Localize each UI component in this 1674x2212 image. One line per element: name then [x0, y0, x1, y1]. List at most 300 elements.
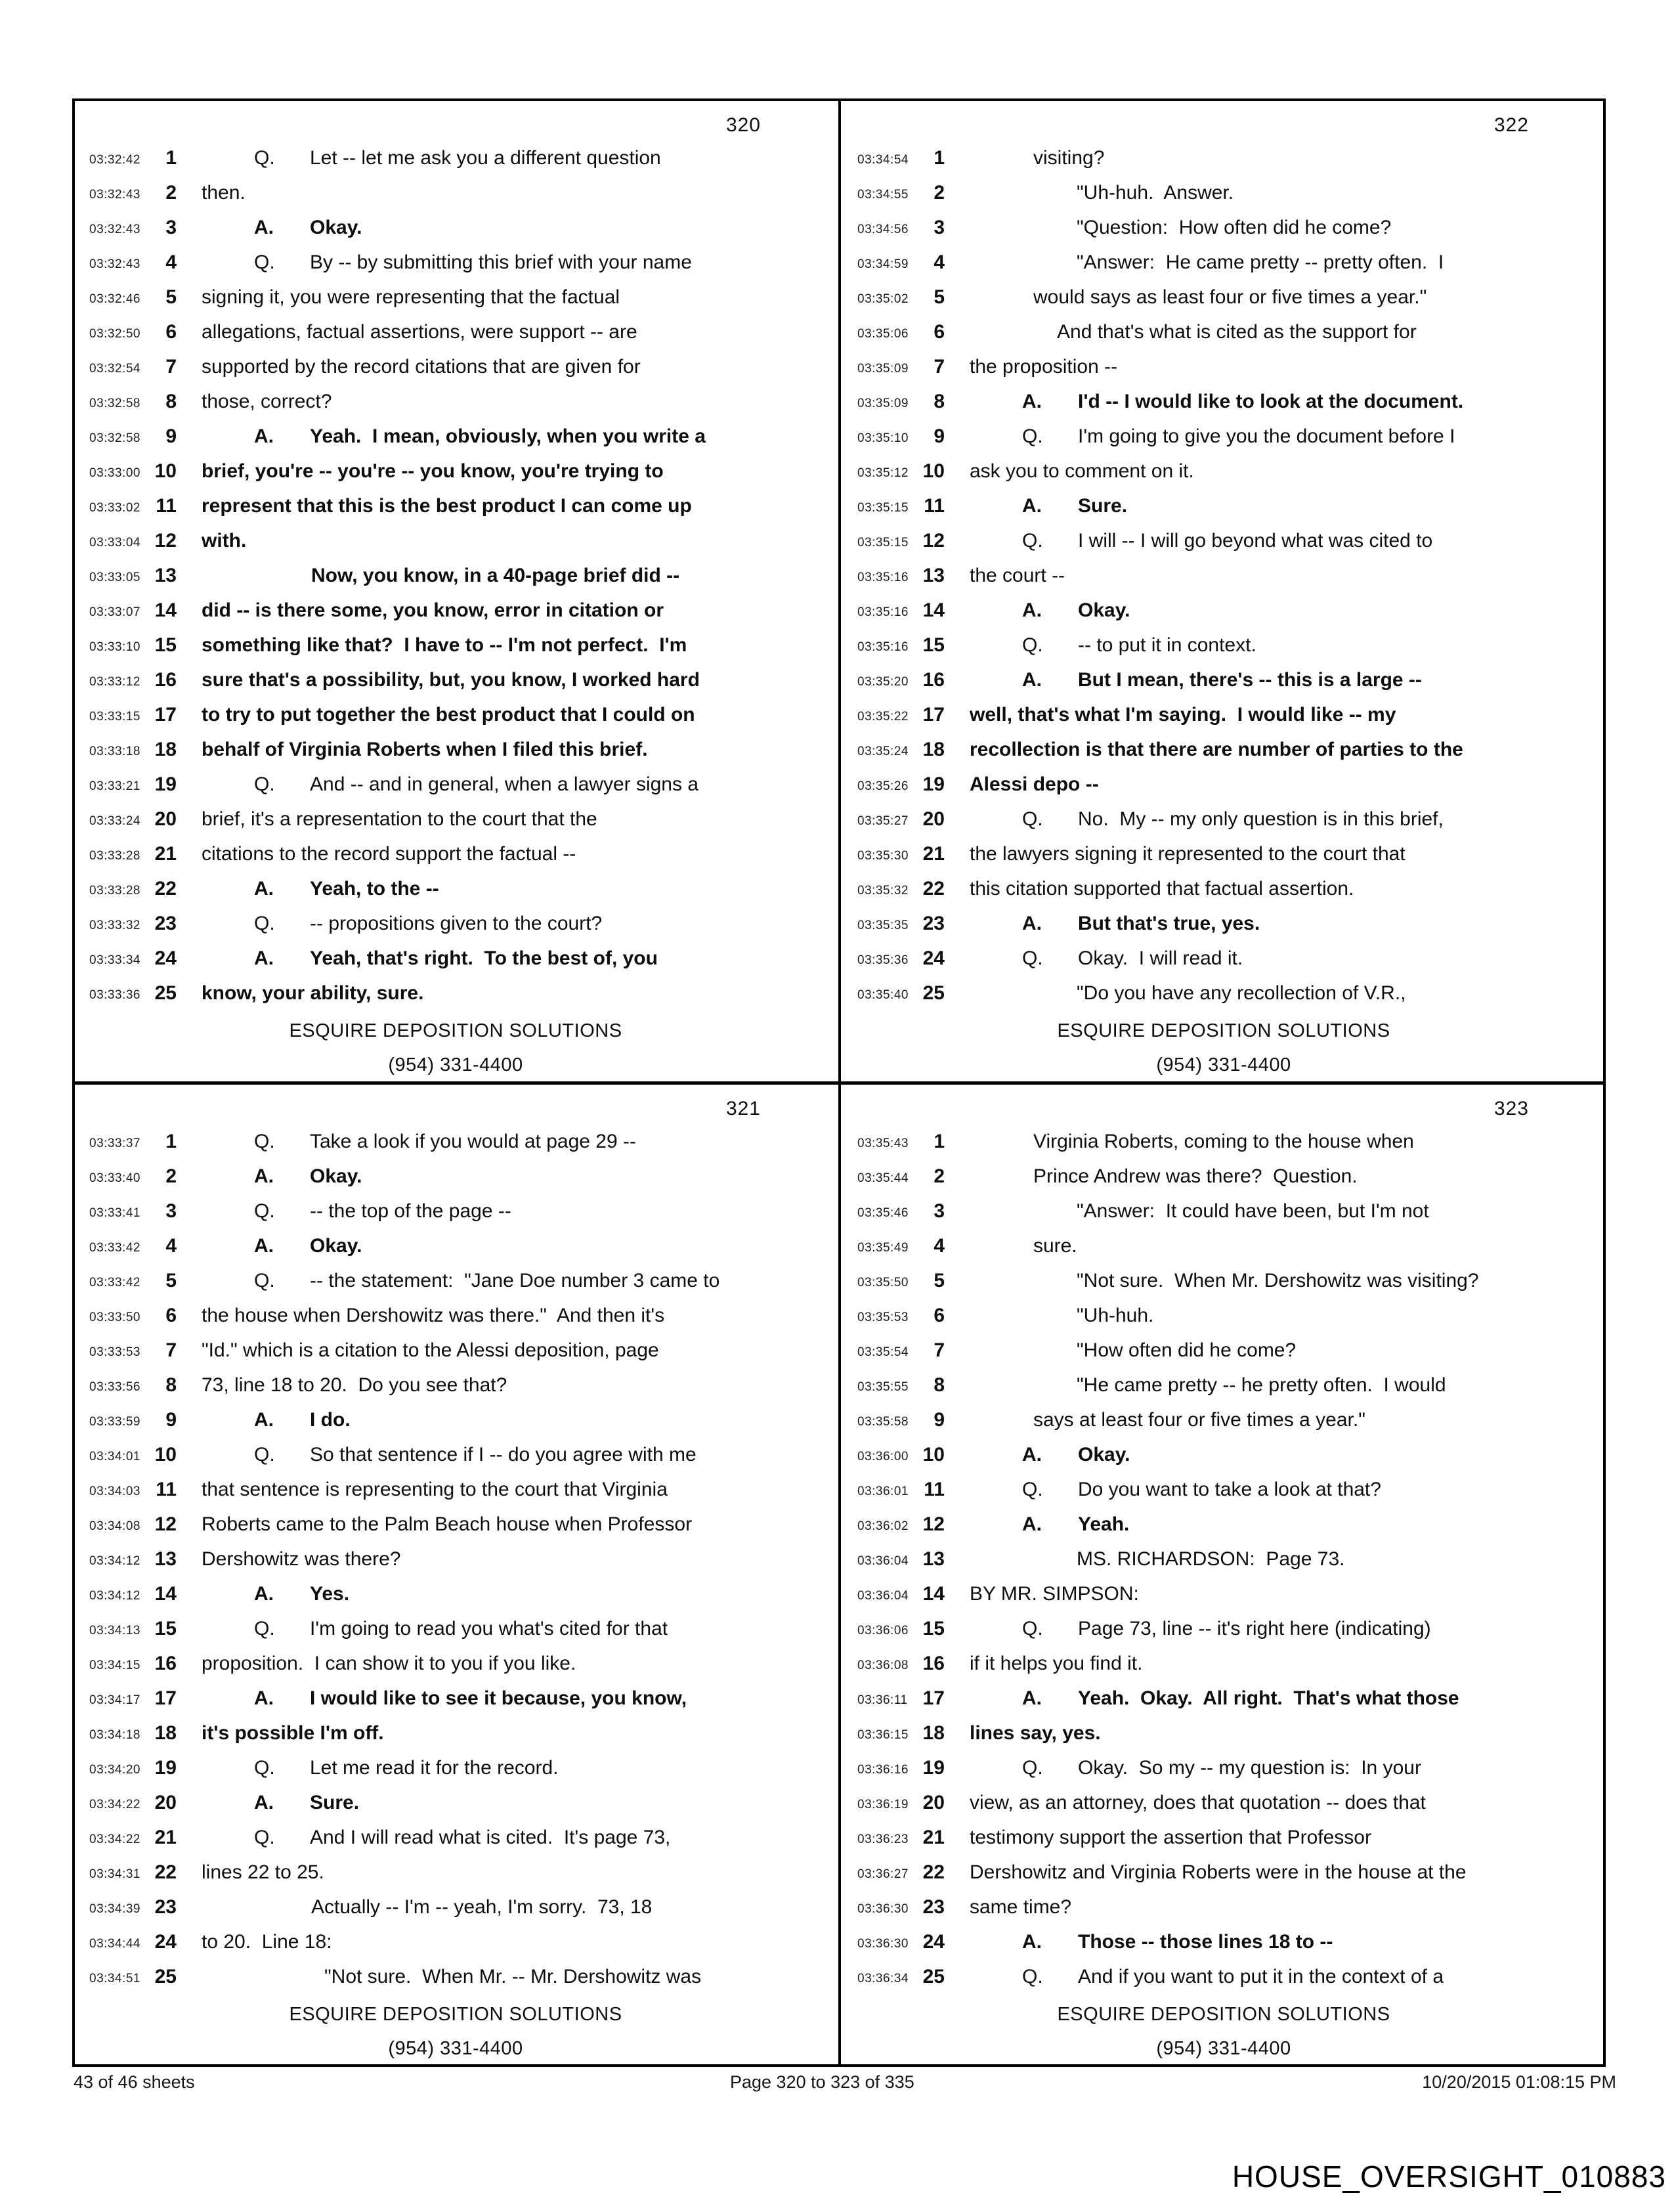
timestamp: 03:35:58	[857, 1415, 909, 1429]
line-number: 4	[165, 1235, 177, 1257]
line-text: same time?	[970, 1896, 1072, 1918]
timestamp: 03:35:43	[857, 1137, 909, 1150]
timestamp: 03:32:50	[89, 327, 140, 341]
speaker-marker: A.	[254, 217, 274, 238]
speaker-marker: Q.	[1022, 947, 1043, 969]
transcript-line	[843, 147, 1604, 176]
line-text: Alessi depo --	[970, 773, 1099, 795]
line-text: A. Okay.	[254, 1165, 362, 1187]
line-text: Q. And -- and in general, when a lawyer signs a	[254, 773, 699, 795]
line-text: A. Yeah. I mean, obviously, when you write a	[254, 425, 706, 447]
transcript-line	[75, 217, 836, 246]
line-text: supported by the record citations that are given for	[202, 356, 641, 378]
transcript-line	[75, 251, 836, 280]
transcript-line	[843, 1583, 1604, 1612]
transcript-line	[843, 1687, 1604, 1716]
line-text: represent that this is the best product I can come up	[202, 495, 692, 517]
line-number: 25	[154, 1966, 177, 1987]
line-text: A. Yeah, to the --	[254, 878, 439, 900]
line-number: 5	[165, 1270, 177, 1291]
line-number: 1	[934, 147, 945, 169]
speaker-marker: A.	[1022, 669, 1042, 691]
transcript-line	[843, 1235, 1604, 1264]
transcript-line	[843, 1827, 1604, 1855]
line-text: "Not sure. When Mr. -- Mr. Dershowitz was	[324, 1966, 702, 1987]
line-number: 2	[934, 182, 945, 204]
line-number: 14	[922, 599, 945, 621]
speaker-marker: Q.	[254, 1270, 275, 1291]
line-text: well, that's what I'm saying. I would like -- my	[970, 704, 1396, 726]
transcript-line	[843, 773, 1604, 802]
timestamp: 03:35:26	[857, 779, 909, 793]
timestamp: 03:36:01	[857, 1485, 909, 1498]
line-text: A. I'd -- I would like to look at the document.	[1022, 391, 1464, 412]
timestamp: 03:33:05	[89, 571, 140, 584]
line-number: 3	[165, 217, 177, 238]
line-number: 5	[934, 286, 945, 308]
line-text: those, correct?	[202, 391, 332, 412]
line-number: 2	[165, 1165, 177, 1187]
timestamp: 03:35:54	[857, 1345, 909, 1359]
line-text: signing it, you were representing that the factual	[202, 286, 620, 308]
line-text: something like that? I have to -- I'm not perfect. I'm	[202, 634, 687, 656]
timestamp: 03:36:04	[857, 1554, 909, 1568]
line-text: brief, you're -- you're -- you know, you're trying to	[202, 460, 664, 482]
line-number: 8	[165, 1374, 177, 1396]
transcript-line	[843, 913, 1604, 942]
transcript-line	[75, 286, 836, 315]
line-number: 20	[922, 808, 945, 830]
line-number: 12	[922, 530, 945, 552]
line-number: 19	[154, 1757, 177, 1779]
transcript-line	[75, 1861, 836, 1890]
reporter-name: ESQUIRE DEPOSITION SOLUTIONS	[289, 1020, 622, 1041]
transcript-line	[75, 1583, 836, 1612]
transcript-line	[75, 1479, 836, 1507]
line-text: Q. So that sentence if I -- do you agree with me	[254, 1444, 697, 1465]
line-text: Q. Let -- let me ask you a different question	[254, 147, 661, 169]
line-text: Q. Page 73, line -- it's right here (indicating)	[1022, 1618, 1431, 1639]
timestamp: 03:35:50	[857, 1276, 909, 1290]
line-text: Roberts came to the Palm Beach house when Professor	[202, 1513, 693, 1535]
line-text: Virginia Roberts, coming to the house when	[1033, 1131, 1414, 1152]
bates-number: HOUSE_OVERSIGHT_010883	[1232, 2159, 1666, 2194]
speaker-marker: Q.	[254, 251, 275, 273]
timestamp: 03:33:21	[89, 779, 140, 793]
line-text: A. Those -- those lines 18 to --	[1022, 1931, 1333, 1953]
line-text: Prince Andrew was there? Question.	[1033, 1165, 1358, 1187]
timestamp: 03:32:42	[89, 153, 140, 167]
transcript-line	[843, 1931, 1604, 1960]
line-text: Q. I'm going to give you the document before I	[1022, 425, 1455, 447]
speaker-marker: Q.	[1022, 634, 1043, 656]
transcript-line	[75, 565, 836, 594]
line-number: 2	[165, 182, 177, 204]
transcript-line	[843, 1270, 1604, 1299]
transcript-line	[75, 1513, 836, 1542]
timestamp: 03:36:30	[857, 1937, 909, 1951]
timestamp: 03:36:34	[857, 1972, 909, 1985]
line-number: 21	[922, 843, 945, 865]
line-text: "Question: How often did he come?	[1077, 217, 1392, 238]
line-number: 14	[922, 1583, 945, 1605]
transcript-line	[75, 982, 836, 1011]
transcript-line	[75, 1722, 836, 1751]
line-number: 23	[154, 913, 177, 934]
speaker-marker: A.	[254, 425, 274, 447]
transcript-line	[843, 1792, 1604, 1821]
speaker-marker: Q.	[1022, 1479, 1043, 1500]
line-text: view, as an attorney, does that quotation -- does that	[970, 1792, 1426, 1813]
line-number: 12	[154, 530, 177, 552]
line-text: brief, it's a representation to the court that the	[202, 808, 597, 830]
line-text: A. Yes.	[254, 1583, 350, 1605]
line-number: 4	[934, 251, 945, 273]
timestamp: 03:32:58	[89, 431, 140, 445]
line-number: 4	[934, 1235, 945, 1257]
timestamp: 03:34:18	[89, 1728, 140, 1742]
transcript-line	[75, 321, 836, 350]
transcript-line	[843, 1444, 1604, 1473]
line-number: 8	[934, 391, 945, 412]
transcript-line	[843, 1548, 1604, 1577]
line-text: ask you to comment on it.	[970, 460, 1194, 482]
transcript-line	[843, 1131, 1604, 1160]
speaker-marker: A.	[1022, 1687, 1042, 1709]
transcript-line	[75, 1618, 836, 1647]
timestamp: 03:34:22	[89, 1832, 140, 1846]
line-text: says at least four or five times a year."	[1033, 1409, 1365, 1431]
reporter-phone: (954) 331-4400	[1156, 1054, 1291, 1075]
transcript-line	[75, 1896, 836, 1925]
speaker-marker: A.	[1022, 1931, 1042, 1953]
line-number: 13	[922, 565, 945, 586]
timestamp: 03:34:17	[89, 1693, 140, 1707]
transcript-line	[75, 739, 836, 768]
line-number: 16	[922, 1653, 945, 1674]
transcript-line	[75, 356, 836, 385]
timestamp: 03:36:11	[857, 1693, 908, 1707]
timestamp: 03:35:24	[857, 745, 909, 758]
line-number: 6	[165, 321, 177, 343]
transcript-line	[843, 217, 1604, 246]
transcript-line	[843, 878, 1604, 907]
transcript-line	[75, 391, 836, 420]
line-number: 3	[934, 1200, 945, 1222]
timestamp: 03:32:43	[89, 223, 140, 236]
line-number: 7	[934, 356, 945, 378]
line-number: 1	[165, 1131, 177, 1152]
line-text: to 20. Line 18:	[202, 1931, 332, 1953]
timestamp: 03:35:49	[857, 1241, 909, 1255]
timestamp: 03:33:04	[89, 536, 140, 550]
transcript-line	[843, 1479, 1604, 1507]
line-text: BY MR. SIMPSON:	[970, 1583, 1139, 1605]
transcript-line	[75, 669, 836, 698]
speaker-marker: Q.	[254, 913, 275, 934]
timestamp: 03:34:01	[89, 1450, 140, 1464]
timestamp: 03:35:06	[857, 327, 909, 341]
line-number: 10	[922, 1444, 945, 1465]
speaker-marker: A.	[254, 947, 274, 969]
line-text: this citation supported that factual assertion.	[970, 878, 1354, 900]
timestamp: 03:35:36	[857, 953, 909, 967]
timestamp: 03:35:16	[857, 605, 909, 619]
transcript-line	[75, 704, 836, 733]
timestamp: 03:34:44	[89, 1937, 140, 1951]
transcript-line	[75, 1792, 836, 1821]
transcript-line	[75, 147, 836, 176]
line-number: 17	[922, 704, 945, 726]
timestamp: 03:33:00	[89, 466, 140, 480]
line-text: that sentence is representing to the court that Virginia	[202, 1479, 668, 1500]
transcript-line	[75, 1339, 836, 1368]
line-text: behalf of Virginia Roberts when I filed this brief.	[202, 739, 648, 760]
transcript-line	[843, 1513, 1604, 1542]
speaker-marker: A.	[1022, 391, 1042, 412]
line-text: A. But I mean, there's -- this is a large --	[1022, 669, 1422, 691]
line-text: "Answer: It could have been, but I'm not	[1077, 1200, 1429, 1222]
line-text: Q. And I will read what is cited. It's page 73,	[254, 1827, 671, 1848]
line-number: 18	[922, 1722, 945, 1744]
timestamp: 03:35:15	[857, 536, 909, 550]
line-number: 23	[154, 1896, 177, 1918]
line-text: A. Okay.	[254, 217, 362, 238]
transcript-line	[843, 321, 1604, 350]
page-range: Page 320 to 323 of 335	[730, 2072, 914, 2092]
line-text: "Uh-huh.	[1077, 1305, 1154, 1326]
transcript-line	[843, 565, 1604, 594]
line-text: A. But that's true, yes.	[1022, 913, 1260, 934]
line-number: 10	[154, 460, 177, 482]
timestamp: 03:36:27	[857, 1867, 909, 1881]
transcript-line	[843, 1653, 1604, 1681]
timestamp: 03:36:19	[857, 1798, 909, 1811]
line-number: 24	[922, 947, 945, 969]
transcript-line	[75, 495, 836, 524]
line-number: 13	[922, 1548, 945, 1570]
line-number: 16	[154, 669, 177, 691]
line-number: 25	[154, 982, 177, 1004]
line-text: Q. I'm going to read you what's cited for that	[254, 1618, 668, 1639]
transcript-lines	[843, 101, 1604, 1079]
line-text: Q. -- propositions given to the court?	[254, 913, 603, 934]
transcript-line	[75, 1200, 836, 1229]
line-number: 4	[165, 251, 177, 273]
timestamp: 03:33:18	[89, 745, 140, 758]
page-number: 321	[725, 1098, 761, 1119]
timestamp: 03:34:59	[857, 257, 909, 271]
transcript-line	[75, 1374, 836, 1403]
line-text: it's possible I'm off.	[202, 1722, 384, 1744]
line-text: Q. And if you want to put it in the context of a	[1022, 1966, 1444, 1987]
timestamp: 03:33:28	[89, 849, 140, 863]
line-text: A. Yeah, that's right. To the best of, you	[254, 947, 658, 969]
timestamp: 03:34:56	[857, 223, 909, 236]
sheet-count: 43 of 46 sheets	[74, 2072, 195, 2092]
transcript-line	[843, 425, 1604, 454]
timestamp: 03:33:59	[89, 1415, 140, 1429]
timestamp: 03:35:02	[857, 292, 909, 306]
timestamp: 03:35:44	[857, 1171, 909, 1185]
transcript-lines	[843, 1085, 1604, 2063]
timestamp: 03:33:36	[89, 988, 140, 1002]
transcript-line	[75, 913, 836, 942]
transcript-line	[75, 878, 836, 907]
line-text: did -- is there some, you know, error in citation or	[202, 599, 664, 621]
timestamp: 03:33:15	[89, 710, 140, 724]
line-text: A. Yeah.	[1022, 1513, 1130, 1535]
speaker-marker: A.	[254, 1792, 274, 1813]
line-text: Q. Okay. I will read it.	[1022, 947, 1243, 969]
line-number: 16	[922, 669, 945, 691]
timestamp: 03:36:08	[857, 1659, 909, 1672]
transcript-line	[843, 704, 1604, 733]
reporter-phone: (954) 331-4400	[388, 2038, 523, 2059]
timestamp: 03:33:32	[89, 919, 140, 932]
line-text: the house when Dershowitz was there." And then it's	[202, 1305, 665, 1326]
timestamp: 03:32:46	[89, 292, 140, 306]
page-number: 322	[1493, 114, 1529, 136]
line-text: "Answer: He came pretty -- pretty often. I	[1077, 251, 1444, 273]
timestamp: 03:33:10	[89, 640, 140, 654]
speaker-marker: Q.	[1022, 1757, 1043, 1779]
line-text: MS. RICHARDSON: Page 73.	[1077, 1548, 1345, 1570]
line-number: 11	[156, 1479, 177, 1500]
transcript-page-320	[75, 101, 836, 1079]
line-number: 18	[154, 1722, 177, 1744]
speaker-marker: A.	[254, 1165, 274, 1187]
timestamp: 03:32:54	[89, 362, 140, 376]
transcript-line	[843, 1409, 1604, 1438]
line-text: the proposition --	[970, 356, 1118, 378]
transcript-line	[843, 843, 1604, 872]
transcript-line	[843, 1757, 1604, 1786]
line-number: 17	[154, 704, 177, 726]
line-text: to try to put together the best product that I could on	[202, 704, 695, 726]
line-text: A. Sure.	[254, 1792, 360, 1813]
line-text: "How often did he come?	[1077, 1339, 1297, 1361]
line-number: 11	[924, 1479, 945, 1500]
line-number: 7	[934, 1339, 945, 1361]
line-number: 21	[922, 1827, 945, 1848]
line-number: 2	[934, 1165, 945, 1187]
speaker-marker: Q.	[254, 1131, 275, 1152]
transcript-line	[75, 634, 836, 663]
timestamp: 03:36:30	[857, 1902, 909, 1916]
speaker-marker: Q.	[1022, 1618, 1043, 1639]
line-text: visiting?	[1033, 147, 1105, 169]
line-number: 16	[154, 1653, 177, 1674]
line-text: Q. Let me read it for the record.	[254, 1757, 559, 1779]
timestamp: 03:35:35	[857, 919, 909, 932]
transcript-line	[843, 808, 1604, 837]
timestamp: 03:33:42	[89, 1241, 140, 1255]
speaker-marker: A.	[254, 1583, 274, 1605]
transcript-line	[843, 1966, 1604, 1995]
transcript-line	[843, 982, 1604, 1011]
transcript-line	[843, 1722, 1604, 1751]
speaker-marker: A.	[254, 1409, 274, 1431]
reporter-phone: (954) 331-4400	[388, 1054, 523, 1075]
transcript-line	[75, 1270, 836, 1299]
line-number: 25	[922, 982, 945, 1004]
line-number: 22	[922, 1861, 945, 1883]
line-number: 23	[922, 913, 945, 934]
transcript-line	[75, 1548, 836, 1577]
timestamp: 03:32:58	[89, 397, 140, 410]
line-number: 21	[154, 1827, 177, 1848]
transcript-line	[75, 1235, 836, 1264]
page-number: 320	[725, 114, 761, 136]
line-text: A. Sure.	[1022, 495, 1128, 517]
transcript-line	[843, 1374, 1604, 1403]
timestamp: 03:34:22	[89, 1798, 140, 1811]
timestamp: 03:34:03	[89, 1485, 140, 1498]
line-number: 10	[922, 460, 945, 482]
line-text: sure that's a possibility, but, you know, I worked hard	[202, 669, 700, 691]
line-text: Q. Take a look if you would at page 29 --	[254, 1131, 636, 1152]
line-text: Q. -- the top of the page --	[254, 1200, 511, 1222]
line-number: 3	[934, 217, 945, 238]
line-number: 17	[154, 1687, 177, 1709]
timestamp: 03:35:16	[857, 640, 909, 654]
line-text: A. I do.	[254, 1409, 351, 1431]
line-text: then.	[202, 182, 246, 204]
transcript-line	[843, 1200, 1604, 1229]
line-number: 22	[922, 878, 945, 900]
transcript-line	[75, 460, 836, 489]
line-number: 11	[156, 495, 177, 517]
line-number: 22	[154, 878, 177, 900]
timestamp: 03:35:12	[857, 466, 909, 480]
transcript-line	[75, 1131, 836, 1160]
timestamp: 03:35:53	[857, 1311, 909, 1324]
transcript-line	[843, 495, 1604, 524]
speaker-marker: A.	[1022, 913, 1042, 934]
line-number: 15	[154, 634, 177, 656]
line-text: sure.	[1033, 1235, 1077, 1257]
line-number: 3	[165, 1200, 177, 1222]
line-number: 5	[165, 286, 177, 308]
line-number: 7	[165, 356, 177, 378]
speaker-marker: Q.	[254, 773, 275, 795]
transcript-line	[843, 356, 1604, 385]
transcript-line	[843, 669, 1604, 698]
line-number: 9	[934, 425, 945, 447]
transcript-line	[75, 1653, 836, 1681]
timestamp: 03:33:42	[89, 1276, 140, 1290]
line-number: 14	[154, 599, 177, 621]
transcript-line	[843, 1165, 1604, 1194]
line-text: testimony support the assertion that Professor	[970, 1827, 1371, 1848]
timestamp: 03:33:28	[89, 884, 140, 898]
line-text: A. Okay.	[1022, 599, 1130, 621]
timestamp: 03:35:09	[857, 397, 909, 410]
speaker-marker: Q.	[1022, 425, 1043, 447]
line-text: 73, line 18 to 20. Do you see that?	[202, 1374, 507, 1396]
speaker-marker: A.	[254, 1687, 274, 1709]
timestamp: 03:35:30	[857, 849, 909, 863]
speaker-marker: Q.	[254, 1618, 275, 1639]
line-number: 18	[922, 739, 945, 760]
line-number: 12	[154, 1513, 177, 1535]
transcript-line	[75, 808, 836, 837]
line-number: 22	[154, 1861, 177, 1883]
line-text: if it helps you find it.	[970, 1653, 1143, 1674]
transcript-line	[75, 773, 836, 802]
line-text: Q. -- the statement: "Jane Doe number 3 came to	[254, 1270, 720, 1291]
